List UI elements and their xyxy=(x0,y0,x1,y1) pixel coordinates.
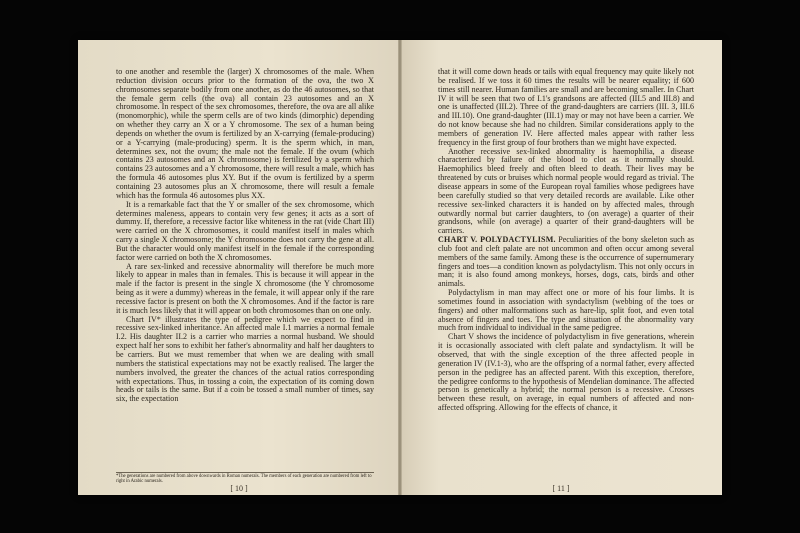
left-page xyxy=(78,40,400,495)
page-number-left: [ 10 ] xyxy=(230,484,248,493)
paragraph: Chart IV* illustrates the type of pedigree which we expect to find in recessive sex-linked inheritance. An affected male I.1 marries a normal female I.2. His daughter II.2 is a carrier who marries a normal husband. We should expect half her sons to exhibit her father's abnormality and half her daughters to be carriers. But we must remember that when we are dealing with small numbers the statistical expectations may not be exactly realised. The larger the numbers involved, the greater the chances of the actual ratios corresponding with expectations. Thus, in tossing a coin, the expectation of its coming down heads or tails is the same. But if a coin be tossed a small number of times, say six, the expectation xyxy=(116,314,374,404)
paragraph: It is a remarkable fact that the Y or smaller of the sex chromosome, which determines maleness, appears to contain very few genes; it acts as a sort of dummy. If, therefore, a recessive factor like whiteness in the rat (vide Chart III) were carried on the X chromosomes, it could manifest itself in males which carry a single X chromosome; the Y chromosome does not carry the gene at all. But the character would only manifest itself in the female if the corresponding factor were carried on both the X chromosomes. xyxy=(116,199,374,262)
section-heading: CHART V. POLYDACTYLISM. xyxy=(438,235,556,245)
page-number-right: [ 11 ] xyxy=(552,484,570,493)
right-page-body xyxy=(438,68,694,413)
paragraph: Another recessive sex-linked abnormality is haemophilia, a disease characterized by failure of the blood to clot as it normally should. Haemophilics bleed freely and often bleed to death. Their lives may be threatened by cuts or bruises which normal people would regard as trivial. The disease appears in some of the European royal families whose pedigrees have been carefully studied so that very detailed records are available. Like other recessive sex-linked characters it is handed on by affected males, through outwardly normal but carrier daughters, to (on average) a quarter of their grandsons, while (on average) a quarter of their grand-daughters will be carriers. xyxy=(438,146,694,236)
book-gutter xyxy=(398,40,402,495)
paragraph: Chart V shows the incidence of polydactylism in five generations, wherein it is occasionally associated with cleft palate and syndactylism. It will be observed, that with the single exception of the three affected people in generation IV (IV.1-3), who are the offspring of a normal father, every affected person in the pedigree has an affected parent. With this exception, therefore, the pedigree conforms to the hypothesis of Mendelian dominance. The affected person is genetically a hybrid; the normal person is a recessive. Crosses between these result, on average, in equal numbers of affected and non-affected offspring. Allowing for the effects of chance, it xyxy=(438,332,694,413)
paragraph: to one another and resemble the (larger) X chromosomes of the male. When reduction division occurs prior to the formation of the ova, the two X chromosomes separate bodily from one another, as do the 46 autosomes, so that the female germ cells (the ova) all contain 23 autosomes and an X chromosome. In respect of the sex chromosomes, therefore, the ova are all alike (monomorphic), while the sperm cells are of two kinds (dimorphic) depending on whether they carry an X or a Y chromosome. The sex of a human being depends on whether the ovum is fertilized by an X-carrying (female-producing) or a Y-carrying (male-producing) sperm. It is the sperm which, in man, determines sex, not the ovum; the male not the female. If the ovum (which contains 23 autosomes and an X chromosome) is fertilized by a sperm which contains 23 autosomes and a Y chromosome, there will result a male, which has the formula 46 autosomes plus XY. But if the ovum is fertilized by a sperm containing 23 autosomes plus an X chromosome, there will result a female which has the formula 46 autosomes plus XX. xyxy=(116,67,374,200)
paragraph: Polydactylism in man may affect one or more of his four limbs. It is sometimes found in association with syndactylism (webbing of the toes or fingers) and other malformations such as hare-lip, split foot, and even total absence of fingers and toes. The type and situation of the abnormality vary much from individual to individual in the same pedigree. xyxy=(438,288,694,333)
paragraph-text: Peculiarities of the bony skeleton such as club foot and cleft palate are not uncommon and often occur among several members of the same family. Among these is the occurrence of supernumerary fingers and toes—a condition known as polydactylism. This not only occurs in man; it is also found among monkeys, horses, dogs, cats, birds and other animals. xyxy=(438,235,694,289)
left-page-body xyxy=(116,68,374,404)
right-page xyxy=(400,40,722,495)
footnote: *The generations are numbered from above downwards in Roman numerals. The members of each generation are numbered from left to right in Arabic numerals. xyxy=(116,472,374,485)
paragraph: that it will come down heads or tails with equal frequency may quite likely not be realised. If we toss it 60 times the results will be nearer equality; if 600 times still nearer. Human families are small and are becoming smaller. In Chart IV it will be seen that two of I.1's grandsons are affected (III.5 and III.8) and one is unaffected (III.2). Three of the grand-daughters are carriers (III. 3, III.6 and III.10). One grand-daughter (III.1) may or may not have been a carrier. We do not know because she had no children. Similar considerations apply to the members of generation IV. Here affected males appear with rather less frequency in the first group of four brothers than we might have expected. xyxy=(438,67,694,147)
paragraph: A rare sex-linked and recessive abnormality will therefore be much more likely to appear in males than in females. This is because it will appear in the male if the factor is present in the single X chromosome (the Y chromosome being as it were a dummy) whereas in the female, it will appear only if the rare recessive factor is present on both the X chromosomes. And if the factor is rare it is much less likely that it will appear on both chromosomes than on one only. xyxy=(116,261,374,315)
book-spread xyxy=(78,40,722,495)
section-paragraph xyxy=(438,236,694,289)
